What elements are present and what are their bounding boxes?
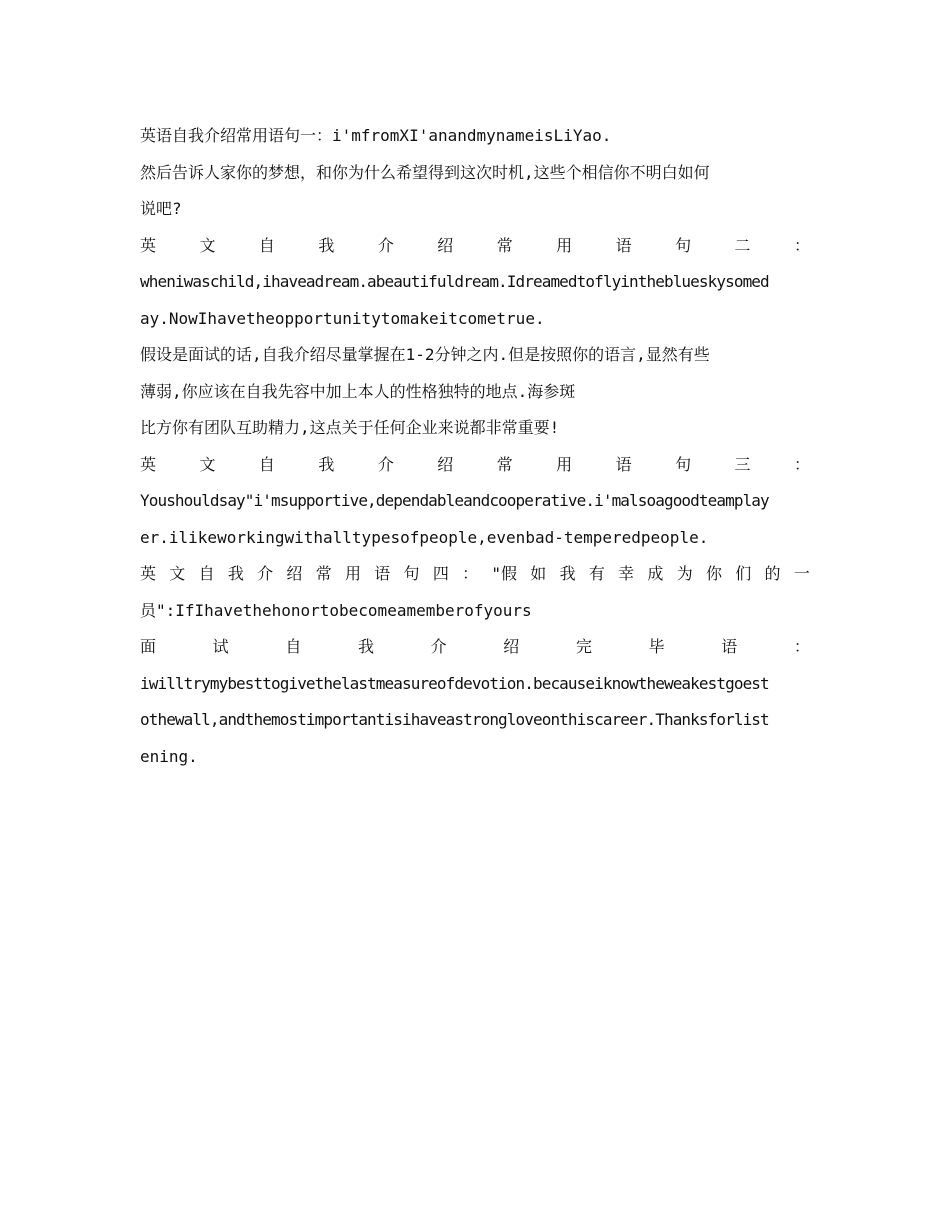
glyph: 我 [559, 564, 576, 583]
glyph: 语 [721, 637, 738, 656]
glyph: 我 [318, 454, 335, 474]
glyph: ： [793, 454, 810, 474]
text-line-13 [140, 556, 810, 593]
glyph: 完 [575, 637, 592, 656]
glyph: 试 [212, 637, 229, 656]
glyph: "假 [491, 564, 518, 583]
glyph: ： [462, 564, 479, 583]
glyph: 语 [615, 235, 632, 255]
glyph: 英 [140, 454, 157, 474]
text-line-6: ay.NowIhavetheopportunitytomakeitcometrue. [140, 308, 545, 328]
glyph: 用 [344, 564, 361, 583]
text-line-18: ening. [140, 746, 198, 766]
glyph: 介 [257, 564, 274, 583]
glyph: 有 [588, 564, 605, 583]
document-body [140, 118, 810, 775]
text-line-2: 然后告诉人家你的梦想，和你为什么希望得到这次时机,这些个相信你不明白如何 [140, 162, 710, 182]
text-line-12: er.ilikeworkingwithalltypesofpeople,evenbad-temperedpeople. [140, 527, 709, 547]
text-line-1: 英语自我介绍常用语句一：i'mfromXI'anandmynameisLiYao. [140, 126, 612, 145]
glyph: ： [793, 637, 810, 656]
glyph: 一 [793, 564, 810, 583]
text-line-7: 假设是面试的话,自我介绍尽量掌握在1-2分钟之内.但是按照你的语言,显然有些 [140, 345, 710, 364]
glyph: 绍 [437, 454, 454, 474]
glyph: 语 [374, 564, 391, 583]
glyph: 文 [199, 454, 216, 474]
glyph: 二 [734, 235, 751, 255]
glyph: 毕 [648, 637, 665, 656]
text-line-3: 说吧? [140, 199, 182, 218]
glyph: 语 [615, 454, 632, 474]
glyph: 幸 [618, 564, 635, 583]
text-line-15 [140, 629, 810, 666]
text-line-10 [140, 447, 810, 484]
glyph: 用 [556, 235, 573, 255]
glyph: 成 [647, 564, 664, 583]
glyph: 常 [496, 454, 513, 474]
glyph: 文 [199, 235, 216, 255]
glyph: 我 [318, 235, 335, 255]
text-line-5: wheniwaschild,ihaveadream.abeautifuldream.Idreamedtoflyintheblueskysomed [140, 272, 769, 291]
glyph: 我 [357, 637, 374, 656]
glyph: 如 [530, 564, 547, 583]
glyph: 句 [675, 235, 692, 255]
glyph: 文 [169, 564, 186, 583]
glyph: ： [793, 235, 810, 255]
text-line-11: Youshouldsay"i'msupportive,dependableandcooperative.i'malsoagoodteamplay [140, 491, 769, 510]
glyph: 自 [285, 637, 302, 656]
glyph: 用 [556, 454, 573, 474]
text-line-17: othewall,andthemostimportantisihaveastrongloveonthiscareer.Thanksforlist [140, 710, 769, 729]
glyph: 的 [764, 564, 781, 583]
text-line-4 [140, 228, 810, 265]
glyph: 英 [140, 235, 157, 255]
glyph: 绍 [503, 637, 520, 656]
glyph: 自 [258, 235, 275, 255]
glyph: 介 [430, 637, 447, 656]
glyph: 句 [403, 564, 420, 583]
glyph: 自 [198, 564, 215, 583]
glyph: 你 [705, 564, 722, 583]
text-line-16: iwilltrymybesttogivethelastmeasureofdevotion.becauseiknowtheweakestgoest [140, 673, 769, 693]
glyph: 常 [315, 564, 332, 583]
glyph: 介 [377, 454, 394, 474]
glyph: 常 [496, 235, 513, 255]
glyph: 绍 [437, 235, 454, 255]
text-line-8: 薄弱,你应该在自我先容中加上本人的性格独特的地点.海参斑 [140, 381, 576, 401]
glyph: 自 [258, 454, 275, 474]
glyph: 们 [735, 564, 752, 583]
glyph: 面 [140, 637, 157, 656]
glyph: 三 [734, 454, 751, 474]
glyph: 句 [675, 454, 692, 474]
glyph: 四 [432, 564, 449, 583]
glyph: 介 [377, 235, 394, 255]
glyph: 为 [676, 564, 693, 583]
text-line-9: 比方你有团队互助精力,这点关于任何企业来说都非常重要! [140, 418, 560, 437]
glyph: 英 [140, 564, 157, 583]
glyph: 绍 [286, 564, 303, 583]
glyph: 我 [227, 564, 244, 583]
text-line-14: 员":IfIhavethehonortobecomeamemberofyours [140, 600, 532, 620]
